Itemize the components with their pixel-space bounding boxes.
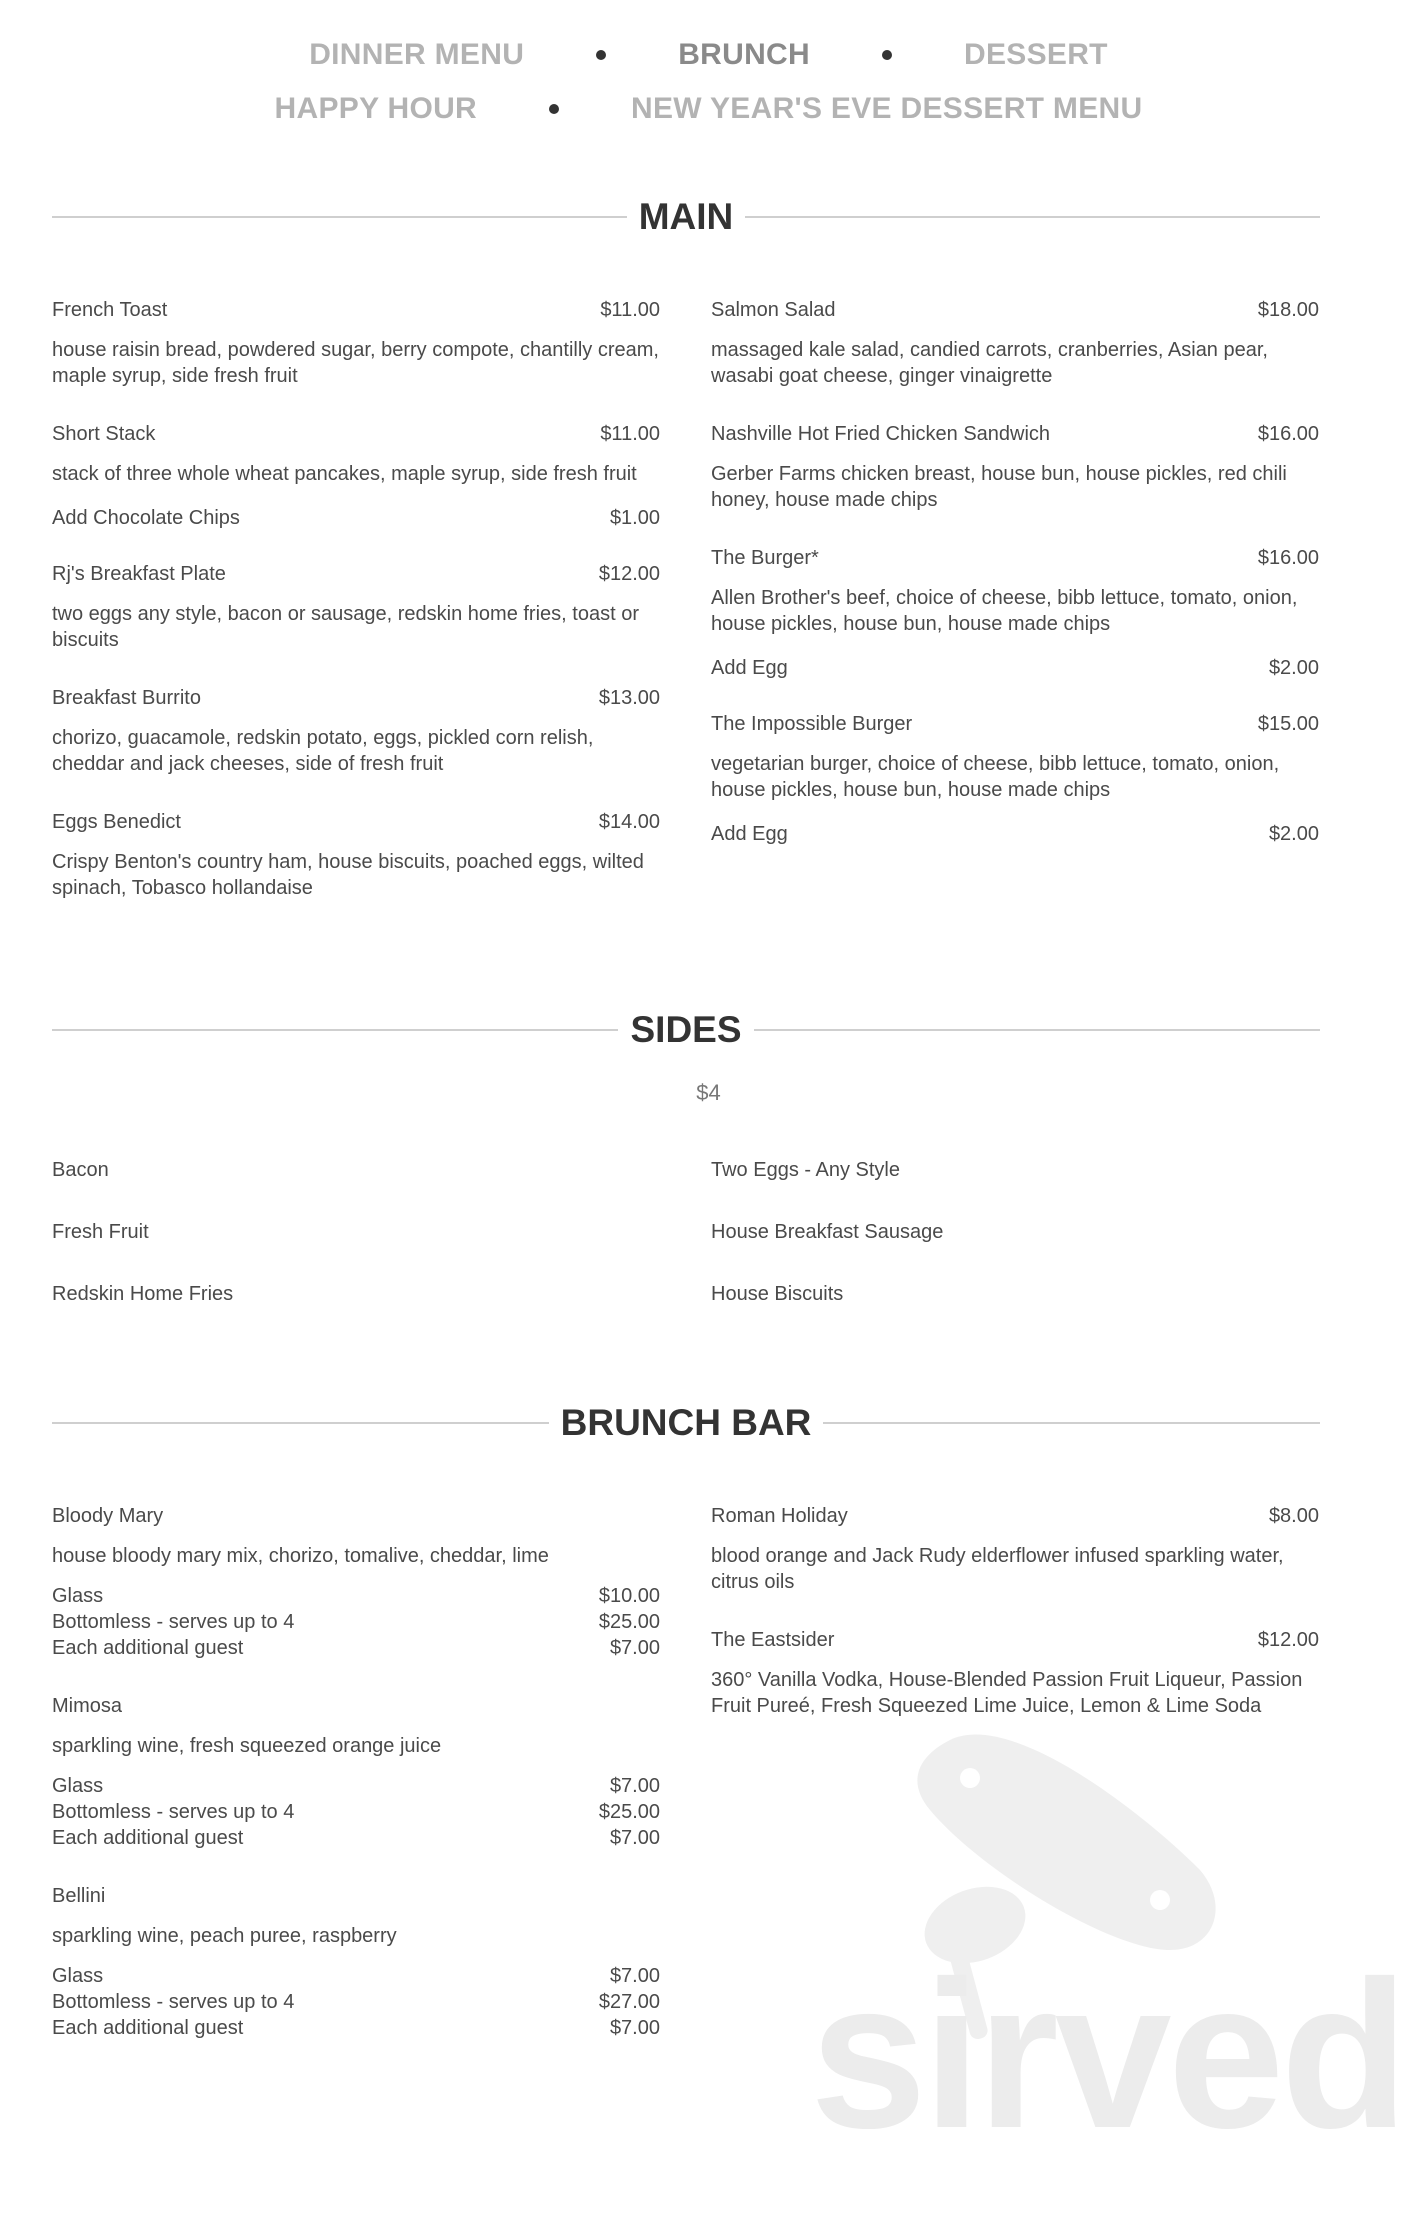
item-price: $11.00 [600, 423, 660, 445]
menu-item [52, 297, 660, 389]
price-row [52, 1989, 660, 2015]
drink-description: 360° Vanilla Vodka, House-Blended Passion Fruit Liqueur, Passion Fruit Pureé, Fresh Squeezed Lime Juice, Lemon & Lime Soda [711, 1669, 1303, 1717]
item-name: The Burger* [711, 547, 819, 569]
addon-name: Add Egg [711, 823, 788, 845]
drink-name: Bloody Mary [52, 1505, 164, 1527]
item-name: Eggs Benedict [52, 811, 181, 833]
drink-description: blood orange and Jack Rudy elderflower infused sparkling water, citrus oils [711, 1545, 1284, 1593]
drink-description: house bloody mary mix, chorizo, tomalive, cheddar, lime [52, 1545, 549, 1567]
main-section-title: MAIN [638, 196, 734, 237]
sides-price: $4 [696, 1080, 721, 1105]
price-row [52, 1773, 660, 1799]
price-row [52, 1963, 660, 1989]
drink-name: The Eastsider [711, 1629, 835, 1651]
nav-link-brunch[interactable]: BRUNCH [678, 38, 810, 71]
menu-nav-row-1 [0, 38, 1417, 72]
drink-item [52, 1503, 660, 1661]
main-section-header [52, 192, 1320, 242]
drink-item [711, 1503, 1319, 1595]
item-description: Crispy Benton's country ham, house biscuits, poached eggs, wilted spinach, Tobasco hollandaise [52, 851, 644, 899]
price-value: $27.00 [598, 1991, 660, 2013]
main-left-column [52, 297, 660, 921]
bar-left-column [52, 1503, 660, 2073]
nav-separator-dot [549, 104, 559, 114]
price-label: Glass [52, 1775, 104, 1797]
side-item: Two Eggs - Any Style [711, 1159, 900, 1181]
addon-price: $2.00 [1268, 823, 1319, 845]
drink-name: Mimosa [52, 1695, 123, 1717]
price-row [52, 1583, 660, 1609]
item-name: Salmon Salad [711, 299, 836, 321]
drink-price-table [52, 1583, 660, 1661]
item-price: $12.00 [598, 563, 660, 585]
addon-name: Add Egg [711, 657, 788, 679]
section-divider [745, 216, 1320, 218]
price-label: Each additional guest [52, 1827, 244, 1849]
menu-item [711, 711, 1319, 847]
item-price: $18.00 [1257, 299, 1319, 321]
section-divider [52, 1029, 618, 1031]
drink-description: sparkling wine, fresh squeezed orange juice [52, 1735, 442, 1757]
sides-section-title: SIDES [630, 1009, 742, 1050]
side-item: House Breakfast Sausage [711, 1221, 944, 1243]
item-price: $16.00 [1257, 423, 1319, 445]
item-description: Allen Brother's beef, choice of cheese, bibb lettuce, tomato, onion, house pickles, house bun, house made chips [711, 587, 1298, 635]
drink-name: Bellini [52, 1885, 106, 1907]
item-price: $13.00 [598, 687, 660, 709]
price-row [52, 1635, 660, 1661]
price-label: Each additional guest [52, 2017, 244, 2039]
sirved-watermark-text: sirved [810, 1937, 1405, 2172]
price-label: Bottomless - serves up to 4 [52, 1801, 295, 1823]
brunch-bar-section-header [52, 1398, 1320, 1448]
item-description: Gerber Farms chicken breast, house bun, house pickles, red chili honey, house made chips [711, 463, 1287, 511]
drink-price: $8.00 [1268, 1505, 1319, 1527]
price-label: Glass [52, 1965, 104, 1987]
bar-right-column [711, 1503, 1319, 1739]
menu-item [52, 561, 660, 653]
price-value: $10.00 [598, 1585, 660, 1607]
nav-separator-dot [596, 50, 606, 60]
price-value: $7.00 [609, 1827, 660, 1849]
sides-left-column [52, 1157, 660, 1343]
section-divider [754, 1029, 1320, 1031]
side-item: Fresh Fruit [52, 1221, 149, 1243]
menu-item [711, 421, 1319, 513]
drink-price: $12.00 [1257, 1629, 1319, 1651]
item-description: stack of three whole wheat pancakes, maple syrup, side fresh fruit [52, 463, 637, 485]
item-description: two eggs any style, bacon or sausage, redskin home fries, toast or biscuits [52, 603, 639, 651]
sides-section-header [52, 1005, 1320, 1055]
menu-item [711, 545, 1319, 681]
item-addon [711, 821, 1319, 847]
price-row [52, 2015, 660, 2041]
price-row [52, 1799, 660, 1825]
item-addon [52, 505, 660, 531]
price-value: $25.00 [598, 1611, 660, 1633]
item-description: house raisin bread, powdered sugar, berry compote, chantilly cream, maple syrup, side fresh fruit [52, 339, 659, 387]
item-name: French Toast [52, 299, 168, 321]
item-name: Nashville Hot Fried Chicken Sandwich [711, 423, 1051, 445]
nav-link-happy-hour[interactable]: HAPPY HOUR [274, 92, 478, 125]
price-label: Bottomless - serves up to 4 [52, 1611, 295, 1633]
section-divider [52, 216, 627, 218]
nav-link-new-years-eve-dessert-menu[interactable]: NEW YEAR'S EVE DESSERT MENU [631, 92, 1143, 125]
nav-separator-dot [882, 50, 892, 60]
price-row [52, 1825, 660, 1851]
item-name: Breakfast Burrito [52, 687, 201, 709]
price-row [52, 1609, 660, 1635]
menu-item [711, 297, 1319, 389]
section-divider [823, 1422, 1320, 1424]
item-name: Short Stack [52, 423, 156, 445]
menu-nav-row-2 [0, 92, 1417, 126]
sides-right-column [711, 1157, 1319, 1343]
menu-item [52, 421, 660, 531]
price-value: $7.00 [609, 1637, 660, 1659]
menu-item [52, 685, 660, 777]
addon-name: Add Chocolate Chips [52, 507, 240, 529]
item-name: The Impossible Burger [711, 713, 913, 735]
drink-price-table [52, 1963, 660, 2041]
section-divider [52, 1422, 549, 1424]
brunch-bar-section-title: BRUNCH BAR [560, 1402, 812, 1443]
side-item: House Biscuits [711, 1283, 844, 1305]
drink-description: sparkling wine, peach puree, raspberry [52, 1925, 397, 1947]
side-item: Redskin Home Fries [52, 1283, 234, 1305]
item-price: $16.00 [1257, 547, 1319, 569]
nav-link-dessert[interactable]: DESSERT [963, 38, 1108, 71]
price-value: $7.00 [609, 1965, 660, 1987]
drink-item [52, 1883, 660, 2041]
drink-item [52, 1693, 660, 1851]
side-item: Bacon [52, 1159, 109, 1181]
item-addon [711, 655, 1319, 681]
drink-item [711, 1627, 1319, 1719]
drink-name: Roman Holiday [711, 1505, 848, 1527]
addon-price: $1.00 [609, 507, 660, 529]
price-label: Bottomless - serves up to 4 [52, 1991, 295, 2013]
price-label: Each additional guest [52, 1637, 244, 1659]
item-description: chorizo, guacamole, redskin potato, eggs, pickled corn relish, cheddar and jack cheeses, side of fresh fruit [52, 727, 594, 775]
price-label: Glass [52, 1585, 104, 1607]
price-value: $7.00 [609, 1775, 660, 1797]
item-price: $15.00 [1257, 713, 1319, 735]
item-description: vegetarian burger, choice of cheese, bibb lettuce, tomato, onion, house pickles, house bun, house made chips [711, 753, 1280, 801]
item-name: Rj's Breakfast Plate [52, 563, 226, 585]
item-description: massaged kale salad, candied carrots, cranberries, Asian pear, wasabi goat cheese, ginger vinaigrette [711, 339, 1268, 387]
menu-item [52, 809, 660, 901]
price-value: $7.00 [609, 2017, 660, 2039]
drink-price-table [52, 1773, 660, 1851]
nav-link-dinner-menu[interactable]: DINNER MENU [309, 38, 525, 71]
item-price: $14.00 [598, 811, 660, 833]
price-value: $25.00 [598, 1801, 660, 1823]
item-price: $11.00 [600, 299, 660, 321]
addon-price: $2.00 [1268, 657, 1319, 679]
main-right-column [711, 297, 1319, 877]
